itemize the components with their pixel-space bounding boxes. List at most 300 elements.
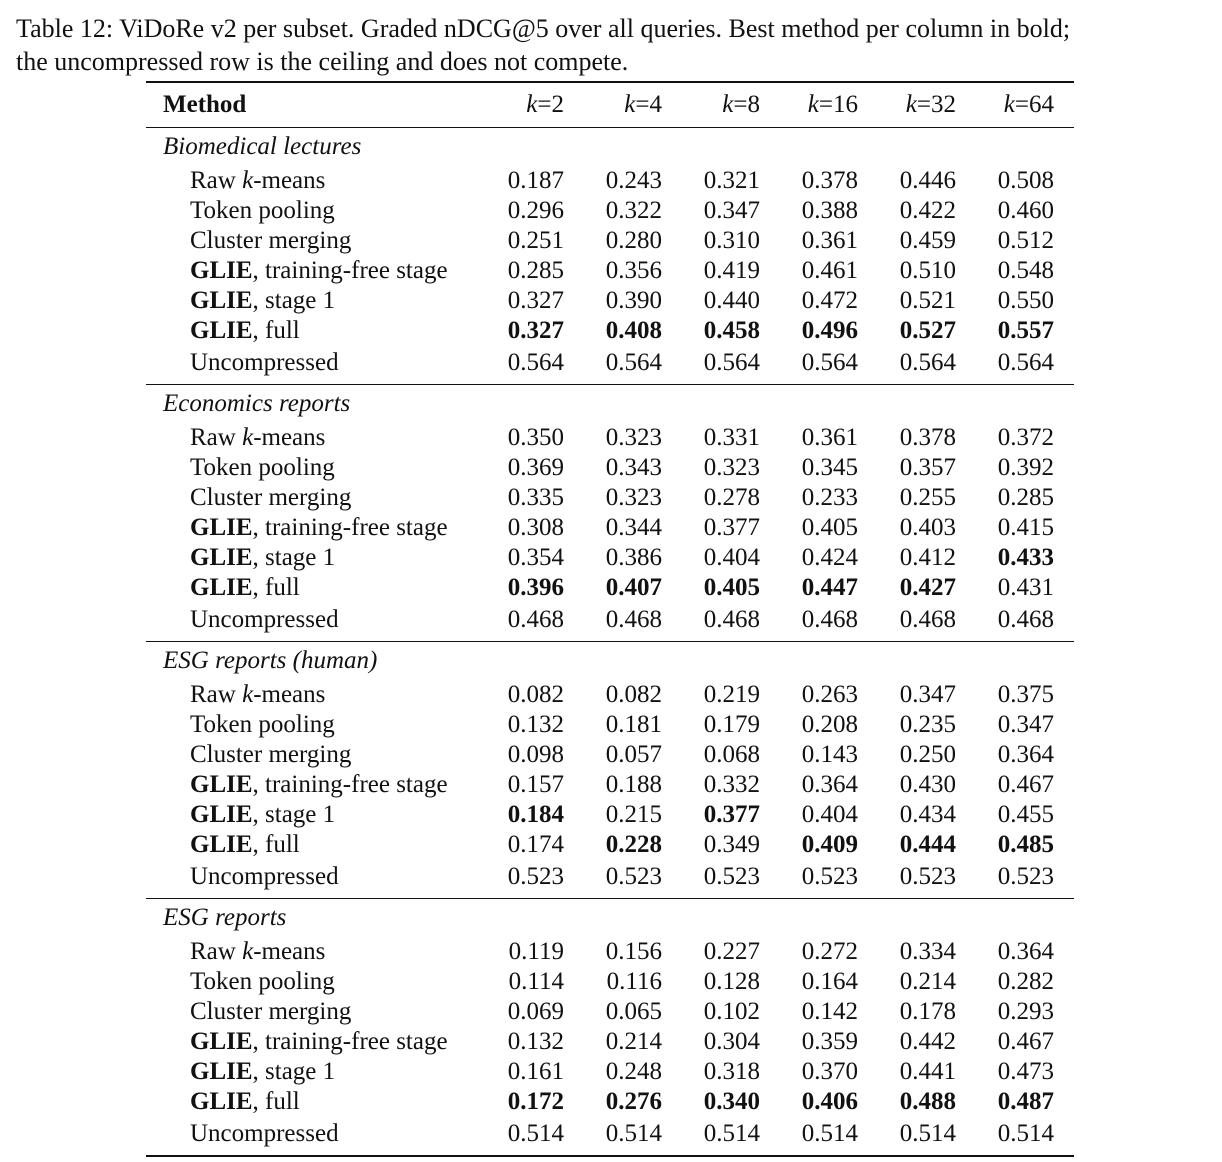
score-cell: 0.564 [703, 349, 760, 376]
score-cell: 0.248 [605, 1058, 662, 1085]
table-row [146, 483, 1074, 513]
method-name-plain: Uncompressed [190, 349, 339, 376]
table-row [146, 226, 1074, 256]
k-value: =64 [1014, 91, 1054, 118]
score-cell: 0.467 [997, 1028, 1054, 1055]
header-row [146, 82, 1074, 128]
score-cell: 0.378 [899, 424, 956, 451]
method-name [146, 967, 486, 997]
score-cell: 0.278 [703, 484, 760, 511]
score-cell: 0.227 [703, 938, 760, 965]
score-cell: 0.318 [703, 1058, 760, 1085]
score-cell: 0.390 [605, 287, 662, 314]
table-row [146, 860, 1074, 899]
score-cell: 0.564 [997, 349, 1054, 376]
header-k-2 [486, 82, 584, 128]
group-title: ESG reports [163, 904, 287, 931]
score-cell: 0.514 [507, 1120, 564, 1147]
score-cell: 0.523 [605, 863, 662, 890]
results-table [146, 81, 1074, 1157]
table-row [146, 937, 1074, 967]
method-name [146, 1087, 486, 1117]
header-k-4 [584, 82, 682, 128]
method-name-plain: , stage 1 [252, 287, 336, 314]
score-cell: 0.214 [605, 1028, 662, 1055]
score-cell: 0.179 [703, 711, 760, 738]
score-cell: 0.364 [997, 741, 1054, 768]
score-cell: 0.347 [703, 197, 760, 224]
score-cell: 0.340 [703, 1088, 760, 1115]
score-cell: 0.057 [605, 741, 662, 768]
method-name [146, 710, 486, 740]
score-cell: 0.161 [507, 1058, 564, 1085]
k-value: =2 [537, 91, 564, 118]
score-cell: 0.550 [997, 287, 1054, 314]
table-row [146, 710, 1074, 740]
score-cell: 0.219 [703, 681, 760, 708]
score-cell: 0.350 [507, 424, 564, 451]
method-name-plain: Cluster merging [190, 227, 352, 254]
score-cell: 0.157 [507, 771, 564, 798]
table-header [146, 82, 1074, 128]
k-value: =8 [733, 91, 760, 118]
score-cell: 0.359 [801, 1028, 858, 1055]
score-cell: 0.557 [997, 317, 1054, 344]
score-cell: 0.442 [899, 1028, 956, 1055]
score-cell: 0.510 [899, 257, 956, 284]
method-name-plain: Token pooling [190, 711, 335, 738]
method-name-bold: GLIE [190, 801, 253, 828]
method-name-plain: , training-free stage [252, 257, 448, 284]
score-cell: 0.156 [605, 938, 662, 965]
score-cell: 0.412 [899, 544, 956, 571]
score-cell: 0.496 [801, 317, 858, 344]
score-cell: 0.514 [997, 1120, 1054, 1147]
table-row [146, 573, 1074, 603]
score-cell: 0.188 [605, 771, 662, 798]
score-cell: 0.404 [801, 801, 858, 828]
score-cell: 0.447 [801, 574, 858, 601]
score-cell: 0.361 [801, 227, 858, 254]
table-body [146, 128, 1074, 1157]
method-name [146, 997, 486, 1027]
caption-line-2: the uncompressed row is the ceiling and does not compete. [16, 47, 629, 76]
method-name-plain: Raw [190, 938, 243, 965]
method-name-rest: -means [253, 424, 326, 451]
table-row [146, 740, 1074, 770]
score-cell: 0.327 [507, 287, 564, 314]
score-cell: 0.446 [899, 167, 956, 194]
method-name [146, 513, 486, 543]
score-cell: 0.406 [801, 1088, 858, 1115]
score-cell: 0.228 [605, 831, 662, 858]
score-cell: 0.332 [703, 771, 760, 798]
score-cell: 0.521 [899, 287, 956, 314]
group-title: Economics reports [163, 390, 351, 417]
method-name-rest: -means [253, 167, 326, 194]
method-name-plain: Cluster merging [190, 998, 352, 1025]
score-cell: 0.409 [801, 831, 858, 858]
method-name-plain: , stage 1 [252, 801, 336, 828]
header-k-8 [682, 82, 780, 128]
score-cell: 0.102 [703, 998, 760, 1025]
table-row [146, 423, 1074, 453]
method-name [146, 860, 486, 899]
score-cell: 0.488 [899, 1088, 956, 1115]
method-name-plain: Token pooling [190, 454, 335, 481]
score-cell: 0.424 [801, 544, 858, 571]
score-cell: 0.441 [899, 1058, 956, 1085]
score-cell: 0.460 [997, 197, 1054, 224]
score-cell: 0.370 [801, 1058, 858, 1085]
score-cell: 0.444 [899, 831, 956, 858]
k-symbol: k [722, 91, 734, 118]
method-name-plain: , stage 1 [252, 544, 336, 571]
method-name-bold: GLIE [190, 1058, 253, 1085]
table-row [146, 800, 1074, 830]
k-symbol: k [905, 91, 917, 118]
score-cell: 0.354 [507, 544, 564, 571]
score-cell: 0.334 [899, 938, 956, 965]
score-cell: 0.514 [703, 1120, 760, 1147]
score-cell: 0.114 [508, 968, 564, 995]
group-title: ESG reports (human) [163, 647, 378, 674]
score-cell: 0.369 [507, 454, 564, 481]
score-cell: 0.431 [997, 574, 1054, 601]
header-k-32 [878, 82, 976, 128]
score-cell: 0.523 [507, 863, 564, 890]
table-row [146, 543, 1074, 573]
score-cell: 0.375 [997, 681, 1054, 708]
method-name [146, 603, 486, 642]
score-cell: 0.468 [801, 606, 858, 633]
score-cell: 0.473 [997, 1058, 1054, 1085]
k-value: =16 [818, 91, 858, 118]
score-cell: 0.243 [605, 167, 662, 194]
score-cell: 0.461 [801, 257, 858, 284]
k-symbol: k [526, 91, 538, 118]
method-name-ital: k [242, 167, 254, 194]
table-row [146, 196, 1074, 226]
score-cell: 0.422 [899, 197, 956, 224]
score-cell: 0.427 [899, 574, 956, 601]
method-name-plain: Raw [190, 681, 243, 708]
score-cell: 0.523 [703, 863, 760, 890]
score-cell: 0.214 [899, 968, 956, 995]
score-cell: 0.523 [997, 863, 1054, 890]
method-name-ital: k [242, 938, 254, 965]
method-name-rest: -means [253, 938, 326, 965]
table-row [146, 830, 1074, 860]
score-cell: 0.069 [507, 998, 564, 1025]
score-cell: 0.293 [997, 998, 1054, 1025]
score-cell: 0.119 [508, 938, 564, 965]
score-cell: 0.344 [605, 514, 662, 541]
score-cell: 0.263 [801, 681, 858, 708]
score-cell: 0.208 [801, 711, 858, 738]
k-symbol: k [807, 91, 819, 118]
score-cell: 0.407 [605, 574, 662, 601]
method-name-plain: , full [252, 317, 300, 344]
method-name-bold: GLIE [190, 317, 253, 344]
score-cell: 0.327 [507, 317, 564, 344]
score-cell: 0.467 [997, 771, 1054, 798]
score-cell: 0.377 [703, 514, 760, 541]
score-cell: 0.405 [801, 514, 858, 541]
method-name-plain: Uncompressed [190, 1120, 339, 1147]
score-cell: 0.250 [899, 741, 956, 768]
method-name-bold: GLIE [190, 574, 253, 601]
method-name [146, 256, 486, 286]
header-k-16 [780, 82, 878, 128]
method-name-plain: , training-free stage [252, 1028, 448, 1055]
score-cell: 0.440 [703, 287, 760, 314]
method-name-plain: Cluster merging [190, 741, 352, 768]
score-cell: 0.523 [899, 863, 956, 890]
table-row [146, 346, 1074, 385]
score-cell: 0.472 [801, 287, 858, 314]
score-cell: 0.347 [997, 711, 1054, 738]
method-name [146, 680, 486, 710]
score-cell: 0.068 [703, 741, 760, 768]
score-cell: 0.364 [997, 938, 1054, 965]
method-name-plain: Cluster merging [190, 484, 352, 511]
group-header-row [146, 385, 1074, 424]
score-cell: 0.564 [801, 349, 858, 376]
score-cell: 0.343 [605, 454, 662, 481]
score-cell: 0.181 [605, 711, 662, 738]
method-name-plain: , full [252, 1088, 300, 1115]
method-name [146, 196, 486, 226]
table-row [146, 166, 1074, 196]
score-cell: 0.377 [703, 801, 760, 828]
score-cell: 0.251 [507, 227, 564, 254]
method-name [146, 800, 486, 830]
table-row [146, 286, 1074, 316]
score-cell: 0.378 [801, 167, 858, 194]
score-cell: 0.468 [703, 606, 760, 633]
score-cell: 0.323 [605, 424, 662, 451]
score-cell: 0.308 [507, 514, 564, 541]
table-row [146, 256, 1074, 286]
k-symbol: k [624, 91, 636, 118]
score-cell: 0.455 [997, 801, 1054, 828]
method-name-bold: GLIE [190, 544, 253, 571]
score-cell: 0.323 [703, 454, 760, 481]
score-cell: 0.184 [507, 801, 564, 828]
method-name-bold: GLIE [190, 287, 253, 314]
table-row [146, 513, 1074, 543]
score-cell: 0.527 [899, 317, 956, 344]
score-cell: 0.396 [507, 574, 564, 601]
score-cell: 0.487 [997, 1088, 1054, 1115]
method-name-bold: GLIE [190, 514, 253, 541]
k-value: =32 [916, 91, 956, 118]
table-row [146, 770, 1074, 800]
score-cell: 0.187 [507, 167, 564, 194]
score-cell: 0.347 [899, 681, 956, 708]
method-name-plain: , training-free stage [252, 771, 448, 798]
score-cell: 0.322 [605, 197, 662, 224]
group-header-row [146, 899, 1074, 938]
method-name [146, 1057, 486, 1087]
score-cell: 0.331 [703, 424, 760, 451]
score-cell: 0.512 [997, 227, 1054, 254]
method-name-plain: , full [252, 831, 300, 858]
score-cell: 0.356 [605, 257, 662, 284]
score-cell: 0.174 [507, 831, 564, 858]
score-cell: 0.564 [899, 349, 956, 376]
method-name [146, 770, 486, 800]
score-cell: 0.433 [997, 544, 1054, 571]
header-k-64 [976, 82, 1074, 128]
method-name-plain: , training-free stage [252, 514, 448, 541]
score-cell: 0.172 [507, 1088, 564, 1115]
table-row [146, 680, 1074, 710]
score-cell: 0.276 [605, 1088, 662, 1115]
score-cell: 0.419 [703, 257, 760, 284]
score-cell: 0.304 [703, 1028, 760, 1055]
score-cell: 0.142 [801, 998, 858, 1025]
method-name-plain: Token pooling [190, 968, 335, 995]
score-cell: 0.405 [703, 574, 760, 601]
table-row [146, 1027, 1074, 1057]
k-value: =4 [635, 91, 662, 118]
table-row [146, 316, 1074, 346]
score-cell: 0.335 [507, 484, 564, 511]
method-name [146, 740, 486, 770]
method-name-bold: GLIE [190, 771, 253, 798]
method-name [146, 346, 486, 385]
table-row [146, 997, 1074, 1027]
method-name-ital: k [242, 681, 254, 708]
score-cell: 0.392 [997, 454, 1054, 481]
method-name-bold: GLIE [190, 1028, 253, 1055]
score-cell: 0.285 [507, 257, 564, 284]
method-name [146, 226, 486, 256]
score-cell: 0.321 [703, 167, 760, 194]
score-cell: 0.415 [997, 514, 1054, 541]
method-name [146, 316, 486, 346]
group-title: Biomedical lectures [163, 133, 362, 160]
score-cell: 0.514 [801, 1120, 858, 1147]
score-cell: 0.564 [507, 349, 564, 376]
score-cell: 0.215 [605, 801, 662, 828]
score-cell: 0.345 [801, 454, 858, 481]
score-cell: 0.310 [703, 227, 760, 254]
score-cell: 0.132 [507, 1028, 564, 1055]
score-cell: 0.468 [997, 606, 1054, 633]
method-name [146, 483, 486, 513]
score-cell: 0.434 [899, 801, 956, 828]
method-name-plain: , full [252, 574, 300, 601]
method-name [146, 543, 486, 573]
score-cell: 0.098 [507, 741, 564, 768]
score-cell: 0.128 [703, 968, 760, 995]
score-cell: 0.296 [507, 197, 564, 224]
score-cell: 0.132 [507, 711, 564, 738]
score-cell: 0.386 [605, 544, 662, 571]
method-name-bold: GLIE [190, 831, 253, 858]
score-cell: 0.233 [801, 484, 858, 511]
score-cell: 0.164 [801, 968, 858, 995]
method-name-plain: , stage 1 [252, 1058, 336, 1085]
score-cell: 0.285 [997, 484, 1054, 511]
score-cell: 0.548 [997, 257, 1054, 284]
score-cell: 0.143 [801, 741, 858, 768]
score-cell: 0.404 [703, 544, 760, 571]
score-cell: 0.272 [801, 938, 858, 965]
score-cell: 0.468 [605, 606, 662, 633]
table-row [146, 1057, 1074, 1087]
score-cell: 0.458 [703, 317, 760, 344]
method-name [146, 830, 486, 860]
method-name-rest: -means [253, 681, 326, 708]
score-cell: 0.255 [899, 484, 956, 511]
score-cell: 0.430 [899, 771, 956, 798]
method-name [146, 453, 486, 483]
table-row [146, 1117, 1074, 1156]
score-cell: 0.361 [801, 424, 858, 451]
score-cell: 0.357 [899, 454, 956, 481]
score-cell: 0.364 [801, 771, 858, 798]
score-cell: 0.564 [605, 349, 662, 376]
score-cell: 0.468 [899, 606, 956, 633]
score-cell: 0.178 [899, 998, 956, 1025]
table-row [146, 967, 1074, 997]
method-name-plain: Raw [190, 424, 243, 451]
caption-line-1: Table 12: ViDoRe v2 per subset. Graded nDCG@5 over all queries. Best method per column in bold; [16, 14, 1071, 43]
score-cell: 0.459 [899, 227, 956, 254]
method-name [146, 166, 486, 196]
table-row [146, 453, 1074, 483]
method-name-ital: k [242, 424, 254, 451]
score-cell: 0.514 [605, 1120, 662, 1147]
k-symbol: k [1003, 91, 1015, 118]
score-cell: 0.116 [606, 968, 662, 995]
score-cell: 0.282 [997, 968, 1054, 995]
method-name [146, 286, 486, 316]
method-name-plain: Uncompressed [190, 863, 339, 890]
score-cell: 0.372 [997, 424, 1054, 451]
score-cell: 0.065 [605, 998, 662, 1025]
table-row [146, 603, 1074, 642]
header-method: Method [163, 91, 247, 118]
table-row [146, 1087, 1074, 1117]
method-name [146, 423, 486, 453]
method-name-plain: Raw [190, 167, 243, 194]
score-cell: 0.082 [605, 681, 662, 708]
results-table-container [146, 81, 1074, 1157]
score-cell: 0.349 [703, 831, 760, 858]
method-name [146, 573, 486, 603]
score-cell: 0.408 [605, 317, 662, 344]
score-cell: 0.468 [507, 606, 564, 633]
method-name [146, 937, 486, 967]
method-name [146, 1027, 486, 1057]
score-cell: 0.388 [801, 197, 858, 224]
score-cell: 0.508 [997, 167, 1054, 194]
score-cell: 0.323 [605, 484, 662, 511]
method-name [146, 1117, 486, 1156]
score-cell: 0.514 [899, 1120, 956, 1147]
score-cell: 0.082 [507, 681, 564, 708]
method-name-plain: Uncompressed [190, 606, 339, 633]
score-cell: 0.235 [899, 711, 956, 738]
method-name-plain: Token pooling [190, 197, 335, 224]
table-caption [16, 12, 1216, 78]
group-header-row [146, 642, 1074, 681]
